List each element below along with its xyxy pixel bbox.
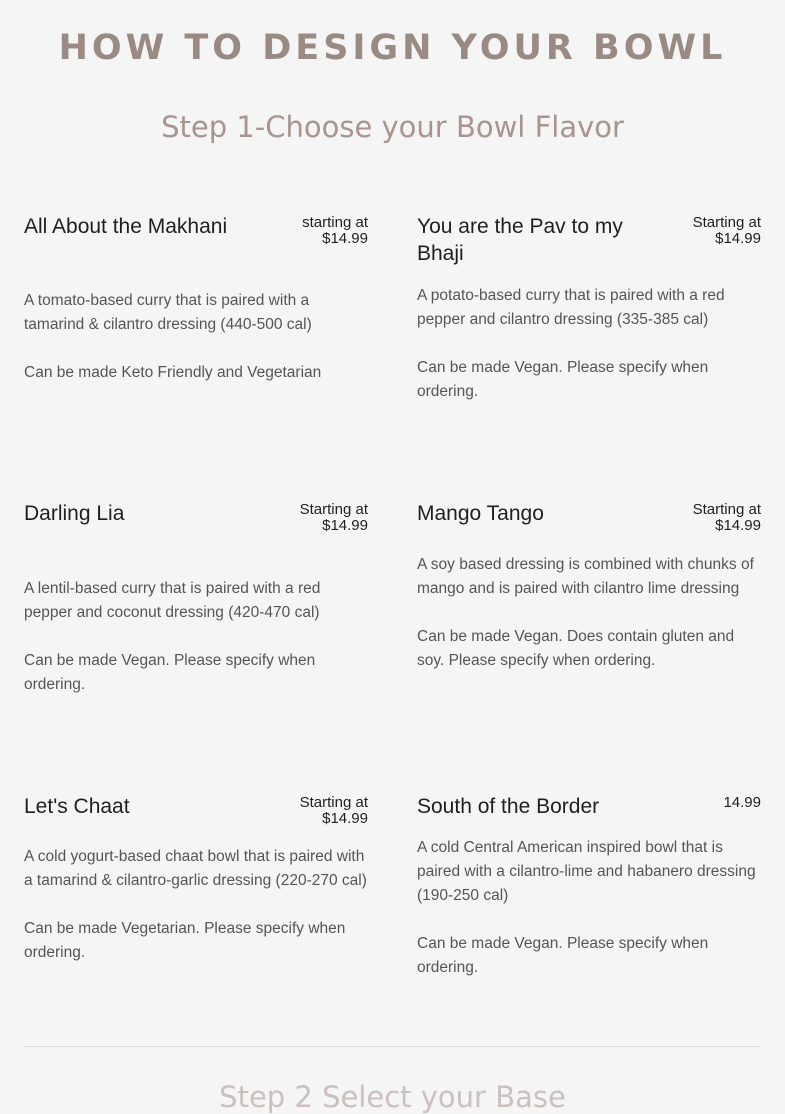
price-label: Starting at xyxy=(692,501,761,518)
menu-item-south-of-the-border xyxy=(417,793,761,980)
menu-item-pav-bhaji xyxy=(417,213,761,404)
item-note: Can be made Keto Friendly and Vegetarian xyxy=(24,364,322,381)
price-value: $14.99 xyxy=(322,810,368,827)
step-1-heading: Step 1-Choose your Bowl Flavor xyxy=(161,110,624,144)
price-label: Starting at xyxy=(299,794,368,811)
item-name: Mango Tango xyxy=(417,502,544,525)
item-price xyxy=(258,502,368,534)
menu-item-darling-lia xyxy=(24,500,368,697)
price-label: Starting at xyxy=(299,501,368,518)
page-title: HOW TO DESIGN YOUR BOWL xyxy=(58,28,727,68)
item-description: A potato-based curry that is paired with a red pepper and cilantro dressing (335-385 cal) xyxy=(417,287,725,328)
item-name: Darling Lia xyxy=(24,502,125,525)
item-description: A cold Central American inspired bowl that is paired with a cilantro-lime and habanero dressing (190-250 cal) xyxy=(417,839,756,904)
item-description: A soy based dressing is combined with chunks of mango and is paired with cilantro lime dressing xyxy=(417,556,754,597)
item-price xyxy=(258,215,368,247)
menu-item-mango-tango xyxy=(417,500,761,673)
item-price xyxy=(258,795,368,827)
step-2-heading: Step 2 Select your Base xyxy=(219,1080,566,1114)
price-value: $14.99 xyxy=(322,230,368,247)
item-name: You are the Pav to my Bhaji xyxy=(417,215,623,265)
item-description: A lentil-based curry that is paired with a red pepper and coconut dressing (420-470 cal) xyxy=(24,580,321,621)
price-value: 14.99 xyxy=(723,794,761,811)
item-price xyxy=(651,502,761,534)
menu-item-lets-chaat xyxy=(24,793,368,965)
item-note: Can be made Vegan. Does contain gluten and soy. Please specify when ordering. xyxy=(417,628,735,669)
item-note: Can be made Vegan. Please specify when ordering. xyxy=(417,935,709,976)
item-description: A cold yogurt-based chaat bowl that is paired with a tamarind & cilantro-garlic dressing (220-270 cal) xyxy=(24,848,367,889)
price-value: $14.99 xyxy=(715,517,761,534)
price-value: $14.99 xyxy=(715,230,761,247)
item-name: All About the Makhani xyxy=(24,215,228,238)
item-description: A tomato-based curry that is paired with a tamarind & cilantro dressing (440-500 cal) xyxy=(24,292,312,333)
item-name: Let's Chaat xyxy=(24,795,130,818)
price-value: $14.99 xyxy=(322,517,368,534)
item-price xyxy=(651,795,761,811)
menu-item-makhani xyxy=(24,213,368,385)
item-note: Can be made Vegan. Please specify when ordering. xyxy=(417,359,709,400)
item-name: South of the Border xyxy=(417,795,600,818)
section-divider xyxy=(24,1046,761,1047)
item-note: Can be made Vegetarian. Please specify when ordering. xyxy=(24,920,346,961)
item-price xyxy=(651,215,761,247)
price-label: Starting at xyxy=(692,214,761,231)
item-note: Can be made Vegan. Please specify when ordering. xyxy=(24,652,316,693)
price-label: starting at xyxy=(302,214,368,231)
